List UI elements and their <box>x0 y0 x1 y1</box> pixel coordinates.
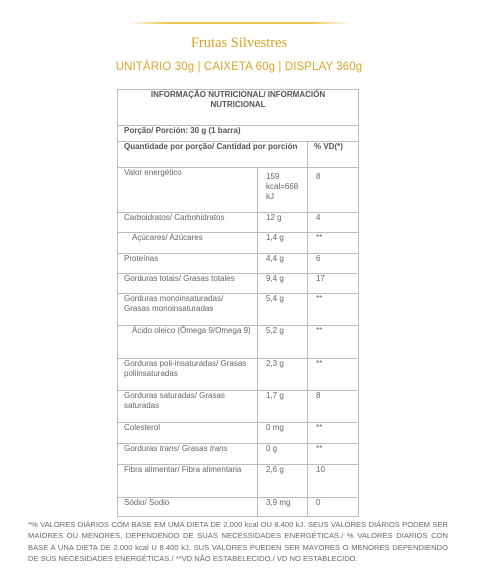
nutrient-value: 5,4 g <box>258 294 308 326</box>
nutrient-label: Gorduras totais/ Grasas totales <box>118 274 258 294</box>
nutrient-value: 0 g <box>258 444 308 465</box>
table-heading: INFORMAÇÃO NUTRICIONAL/ INFORMACIÓN NUTRICIONAL <box>118 90 359 126</box>
decorative-divider <box>128 22 350 24</box>
table-row <box>118 465 359 498</box>
nutrient-value: 1,7 g <box>258 391 308 423</box>
nutrient-vd: ** <box>308 326 359 359</box>
nutrient-value: 2,6 g <box>258 465 308 498</box>
nutrient-label: Colesterol <box>118 423 258 444</box>
product-title: Frutas Silvestres <box>190 35 288 51</box>
portion-row <box>118 126 359 142</box>
label-middle: / Grasas <box>177 444 210 453</box>
table-row <box>118 326 359 359</box>
nutrient-vd: ** <box>308 423 359 444</box>
nutrient-value: 3,9 mg <box>258 498 308 517</box>
nutrient-label: Fibra alimentar/ Fibra alimentaria <box>118 465 258 498</box>
nutrient-vd: ** <box>308 294 359 326</box>
nutrient-label: Sódio/ Sodio <box>118 498 258 517</box>
nutrient-vd: 8 <box>308 168 359 213</box>
table-row <box>118 498 359 517</box>
nutrient-value: 159 kcal=668 kJ <box>258 168 308 213</box>
nutrient-vd: 6 <box>308 254 359 274</box>
label-trans: trans <box>209 444 228 453</box>
nutrient-label <box>118 444 258 465</box>
table-row <box>118 254 359 274</box>
table-row <box>118 294 359 326</box>
nutrient-value: 2,3 g <box>258 359 308 391</box>
nutrient-value: 4,4 g <box>258 254 308 274</box>
nutrient-value: 9,4 g <box>258 274 308 294</box>
table-row <box>118 274 359 294</box>
nutrient-label: Gorduras monoinsaturadas/ Grasas monoinsaturadas <box>118 294 258 326</box>
nutrient-label: Gorduras saturadas/ Grasas saturadas <box>118 391 258 423</box>
nutrient-label: Carboidratos/ Carbohidratos <box>118 213 258 233</box>
table-row <box>118 391 359 423</box>
nutrient-label: Valor energético <box>118 168 258 213</box>
nutrient-vd: 17 <box>308 274 359 294</box>
table-row <box>118 233 359 254</box>
table-row <box>118 359 359 391</box>
nutrient-value: 0 mg <box>258 423 308 444</box>
table-row <box>118 423 359 444</box>
nutrient-vd: 8 <box>308 391 359 423</box>
nutrient-value: 1,4 g <box>258 233 308 254</box>
portion-size: Porção/ Porción: 30 g (1 barra) <box>118 126 359 142</box>
nutrient-value: 12 g <box>258 213 308 233</box>
nutrient-label: Gorduras poli-insaturadas/ Grasas poliinsaturadas <box>118 359 258 391</box>
nutrient-label: Ácido oleico (Ômega 9/Omega 9) <box>118 326 258 359</box>
nutrient-label: Açúcares/ Azúcares <box>118 233 258 254</box>
nutrient-vd: ** <box>308 359 359 391</box>
nutrient-vd: 4 <box>308 213 359 233</box>
column-header-vd: % VD(*) <box>308 142 359 168</box>
nutrient-label: Proteínas <box>118 254 258 274</box>
footnote: *% VALORES DIÁRIOS COM BASE EM UMA DIETA DE 2.000 kcal OU 8.400 kJ. SEUS VALORES DIÁRIOS PODEM SER MAIORES OU MENORES, DEPENDENDO DE SUAS NECESSIDADES ENERGÉTICAS./ % VALORES DIARIOS CON BASE A UNA DIETA DE 2.000 kcal U 8.400 kJ. SUS VALORES PUEDEN SER MAYORES O MENORES DEPENDIENDO DE SUS NECESIDADES ENERGÉTICAS./ **VD NÃO ESTABELECIDO./ VD NO ESTABLECIDO. <box>28 520 448 563</box>
nutrient-vd: 0 <box>308 498 359 517</box>
label-prefix: Gorduras <box>124 444 160 453</box>
nutrient-vd: 10 <box>308 465 359 498</box>
nutrient-value: 5,2 g <box>258 326 308 359</box>
nutrient-vd: ** <box>308 233 359 254</box>
label-trans: trans <box>159 444 178 453</box>
table-heading-row <box>118 90 359 126</box>
table-row <box>118 444 359 465</box>
nutrition-table <box>117 89 359 517</box>
column-header-quantity: Quantidade por porção/ Cantidad por porción <box>118 142 308 168</box>
table-row <box>118 168 359 213</box>
table-row <box>118 213 359 233</box>
nutrient-vd: ** <box>308 444 359 465</box>
column-header-row <box>118 142 359 168</box>
package-sizes: UNITÁRIO 30g | CAIXETA 60g | DISPLAY 360g <box>115 61 363 73</box>
